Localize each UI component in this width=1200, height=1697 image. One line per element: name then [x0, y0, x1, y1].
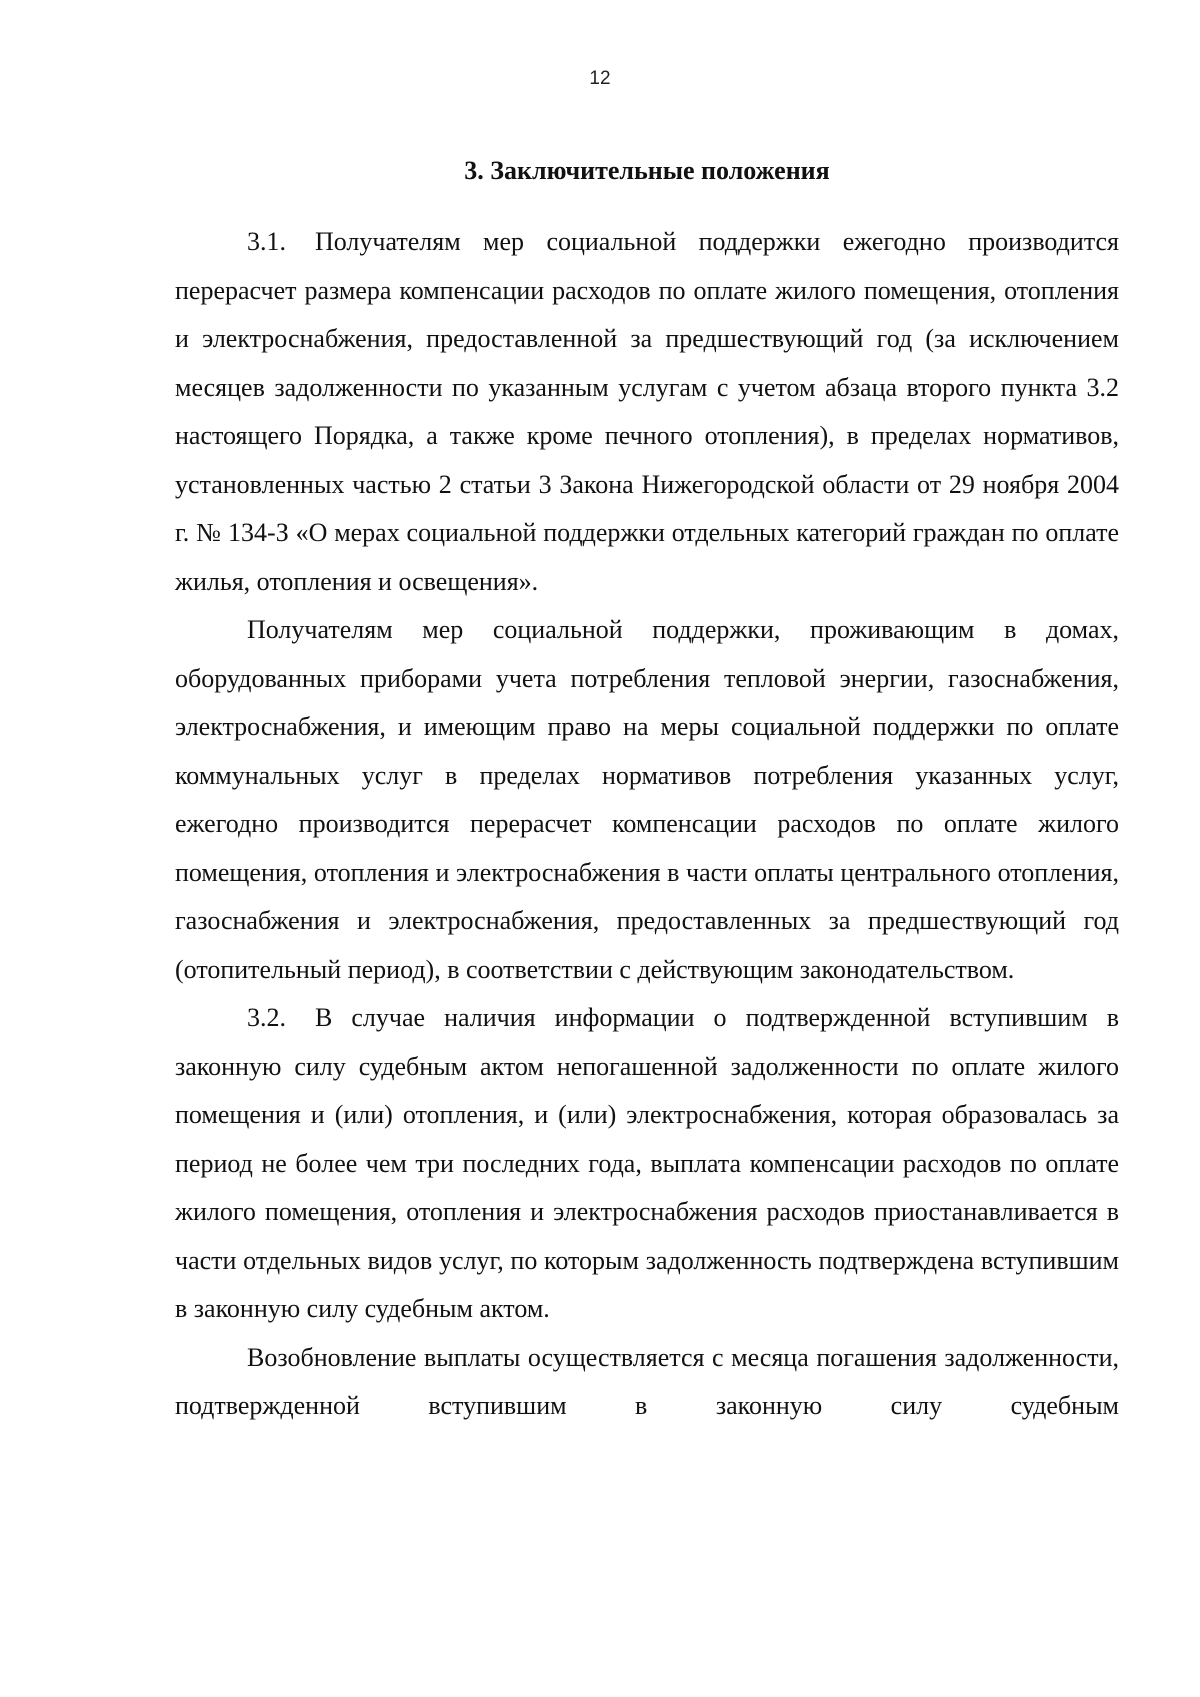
paragraph-text: В случае наличия информации о подтвержденной вступившим в законную силу судебным актом непогашенной задолженности по оплате жилого помещения и (или) отопления, и (или) электроснабжения, которая образовалась за период не более чем три последних года, выплата компенсации расходов по оплате жилого помещения, отопления и электроснабжения расходов приостанавливается в части отдельных видов услуг, по которым задолженность подтверждена вступившим в законную силу судебным актом. — [175, 1003, 1119, 1323]
page-number: 12 — [589, 68, 611, 89]
paragraph-text: Получателям мер социальной поддержки ежегодно производится перерасчет размера компенсации расходов по оплате жилого помещения, отопления и электроснабжения, предоставленной за предшествующий год (за исключением месяцев задолженности по указанным услугам с учетом абзаца второго пункта 3.2 настоящего Порядка, а также кроме печного отопления), в пределах нормативов, установленных частью 2 статьи 3 Закона Нижегородской области от 29 ноября 2004 г. № 134-З «О мерах социальной поддержки отдельных категорий граждан по оплате жилья, отопления и освещения». — [175, 227, 1119, 596]
paragraph-number: 3.2. — [247, 1003, 286, 1032]
document-body — [175, 218, 1119, 1431]
paragraph-recalculation — [175, 606, 1119, 994]
paragraph-text: Возобновление выплаты осуществляется с месяца погашения задолженности, подтвержденной вступившим в законную силу судебным — [175, 1342, 1119, 1420]
paragraph-3-2 — [175, 994, 1119, 1334]
paragraph-number: 3.1. — [247, 227, 286, 256]
section-title: 3. Заключительные положения — [464, 156, 830, 185]
paragraph-resumption — [175, 1334, 1119, 1431]
paragraph-3-1 — [175, 218, 1119, 606]
paragraph-text: Получателям мер социальной поддержки, проживающим в домах, оборудованных приборами учета потребления тепловой энергии, газоснабжения, электроснабжения, и имеющим право на меры социальной поддержки по оплате коммунальных услуг в пределах нормативов потребления указанных услуг, ежегодно производится перерасчет компенсации расходов по оплате жилого помещения, отопления и электроснабжения в части оплаты центрального отопления, газоснабжения и электроснабжения, предоставленных за предшествующий год (отопительный период), в соответствии с действующим законодательством. — [175, 615, 1119, 984]
